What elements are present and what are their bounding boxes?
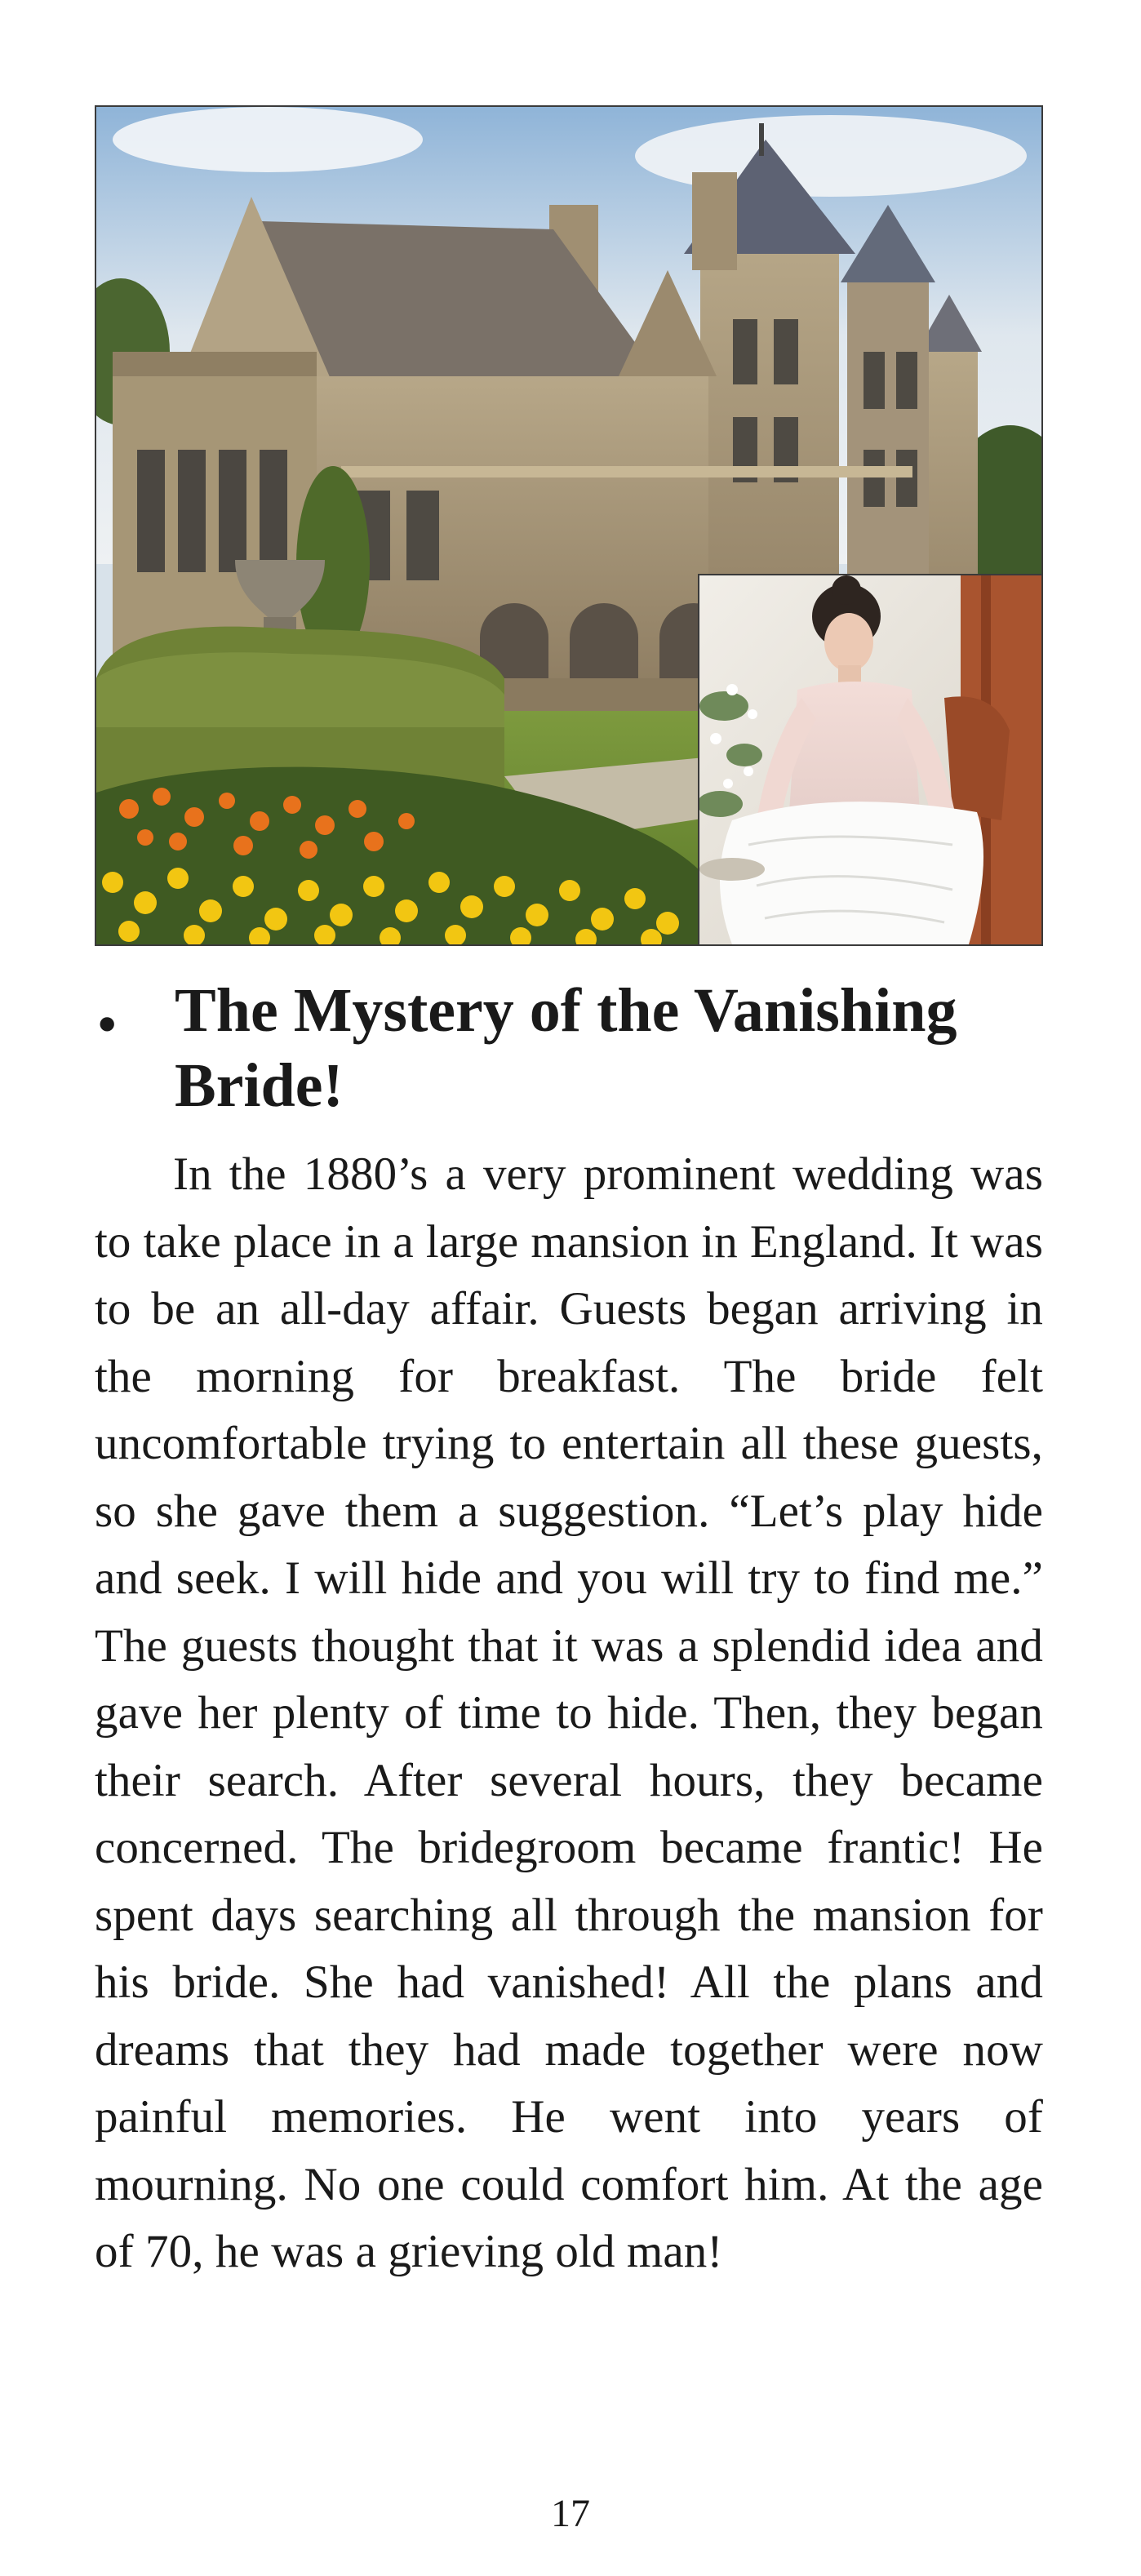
article-body: In the 1880’s a very prominent wedding was to take place in a large mansion in England. It was to be an all-day affair. Guests began arriving in the morning for breakfast. The bride felt uncomfortable trying to entertain all these guests, so she gave them a suggestion. “Let’s play hide and seek. I will hide and you will try to find me.” The guests thought that it was a splendid idea and gave her plenty of time to hide. Then, they began their search. After several hours, they became concerned. The bridegroom became frantic! He spent days searching all through the mansion for his bride. She had vanished! All the plans and dreams that they had made together were now painful memories. He went into years of mourning. No one could comfort him. At the age of 70, he was a grieving old man! xyxy=(95,1148,1043,2277)
bride-painting-inset xyxy=(698,574,1043,946)
article-heading: The Mystery of the Vanishing Bride! xyxy=(175,976,957,1120)
page-number: 17 xyxy=(551,2492,590,2535)
bullet-marker: • xyxy=(98,995,117,1053)
